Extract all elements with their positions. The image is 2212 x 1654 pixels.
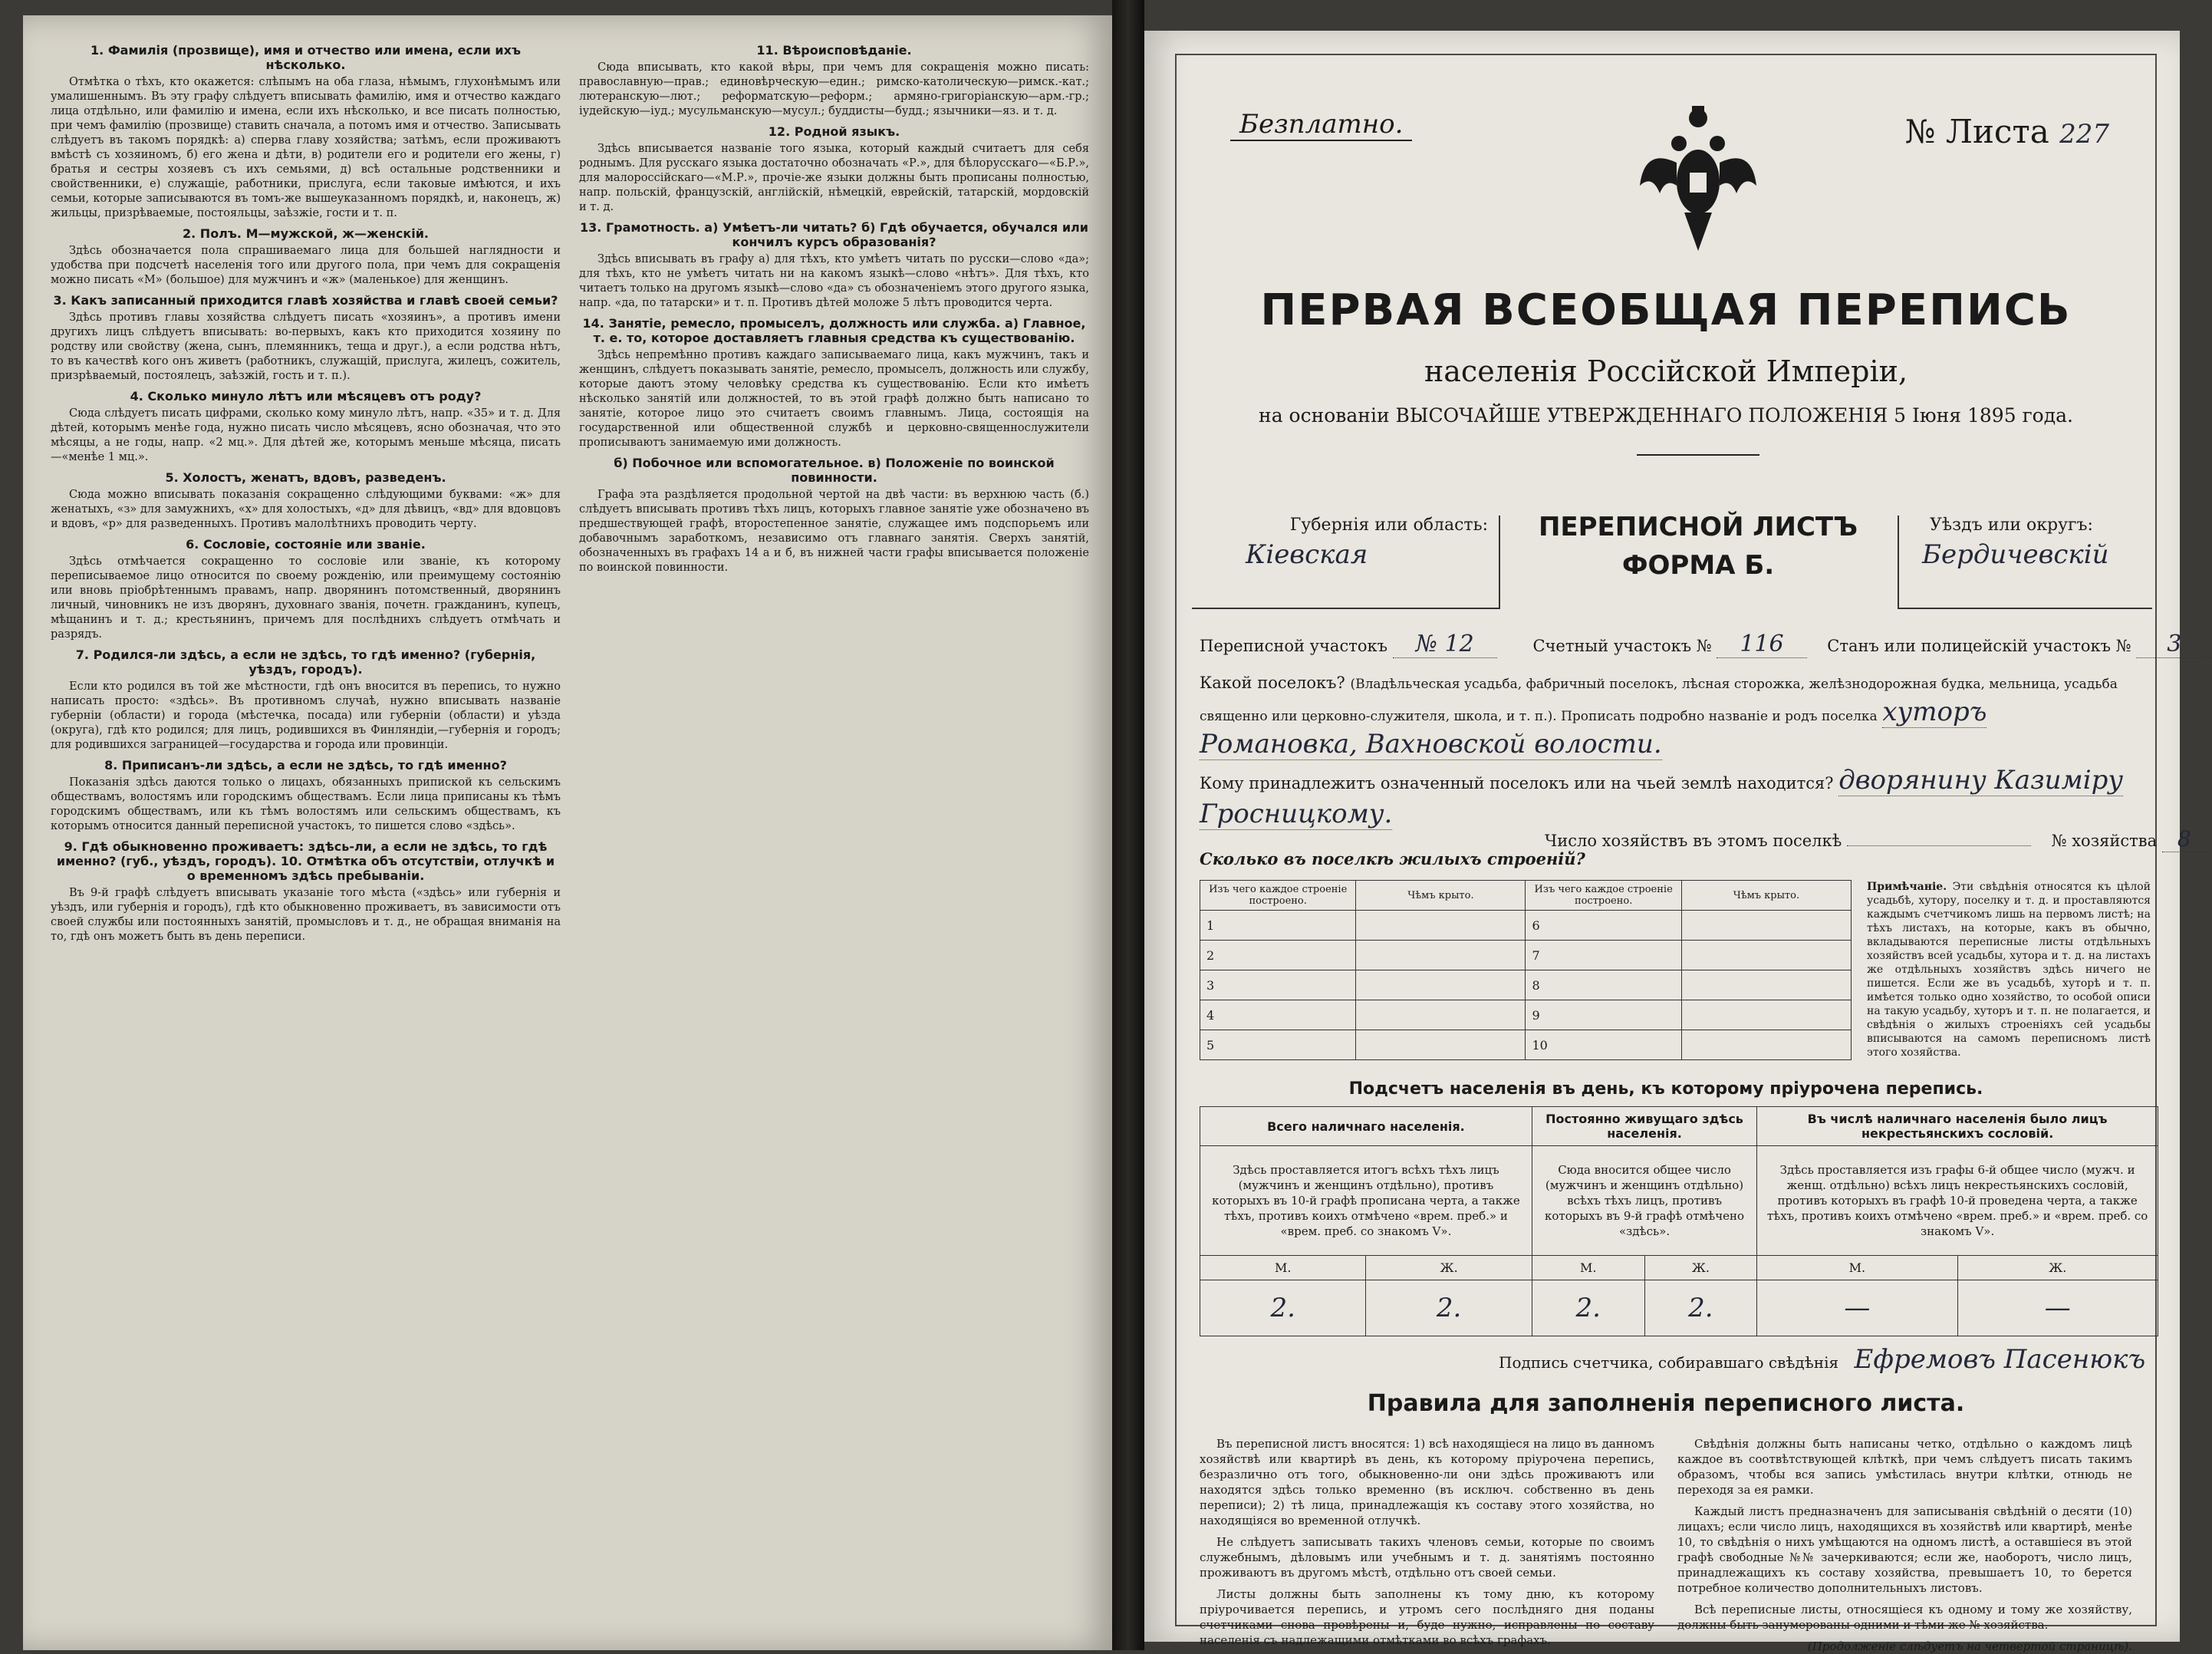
buildings-cell: 10 xyxy=(1526,1030,1681,1060)
buildings-cell: 6 xyxy=(1526,911,1681,941)
instruction-text: Въ 9-й графѣ слѣдуетъ вписывать указаніе того мѣста («здѣсь» или губернія и уѣздъ, или губернія и городъ), гдѣ кто обыкновенно проживаетъ, въ зависимости отъ своей службы или постоянныхъ занятій, промысловъ и т. д., не обращая вниманія на то, гдѣ онъ можетъ быть въ день переписи. xyxy=(51,887,561,943)
rules-paragraph: Каждый листъ предназначенъ для записыванія свѣдѣній о десяти (10) лицахъ; если число лицъ, находящихся въ хозяйствѣ или квартирѣ, менѣе 10, то свѣдѣнія о нихъ умѣщаются на одномъ листѣ, а оставшіеся въ этой графѣ свободные №№ зачеркиваются; если же, наоборотъ, число лицъ, принадлежащихъ къ составу хозяйства, превышаетъ 10, то берется потребное количество дополнительныхъ листовъ. xyxy=(1677,1504,2132,1595)
buildings-table xyxy=(1200,880,1852,1060)
rules-column-right xyxy=(1677,1436,2132,1653)
gubernia-field xyxy=(1192,516,1500,609)
instruction-section xyxy=(579,220,1089,311)
instruction-heading: 5. Холостъ, женатъ, вдовъ, разведенъ. xyxy=(165,470,446,485)
instruction-text: Если кто родился въ той же мѣстности, гдѣ онъ вносится въ перепись, то нужно написать просто: «здѣсь». Въ противномъ случаѣ, нужно вписывать названіе губерніи (области) и города (мѣстечка, посада) или губерніи (области) и уѣзда (округа), гдѣ кто родился; для лицъ, родившихся въ Финляндіи,—губернія и городъ; для родившихся заграницей—государства и города или провинціи. xyxy=(51,680,561,751)
right-page-census-form xyxy=(1144,31,2191,1653)
form-title-line-1: ПЕРЕПИСНОЙ ЛИСТЪ xyxy=(1538,512,1858,542)
buildings-row xyxy=(1200,911,1852,941)
form-frame xyxy=(1175,54,2191,1653)
count-col-zh: Ж. xyxy=(1644,1256,1757,1280)
instruction-section xyxy=(51,389,561,465)
settlement-label: Какой поселокъ? xyxy=(1200,674,1345,692)
signature-row xyxy=(1499,1344,2145,1375)
population-count-table xyxy=(1200,1106,2158,1336)
count-value: — xyxy=(1957,1280,2158,1336)
count-header-permanent: Постоянно живущаго здѣсь населенія. xyxy=(1532,1107,1756,1146)
buildings-cell: 8 xyxy=(1526,970,1681,1000)
count-value: — xyxy=(1757,1280,1957,1336)
count-value: 2. xyxy=(1200,1280,1366,1336)
buildings-label: Сколько въ поселкѣ жилыхъ строеній? xyxy=(1200,849,1585,868)
count-desc-permanent: Сюда вносится общее число (мужчинъ и женщинъ отдѣльно) всѣхъ тѣхъ лицъ, противъ которыхъ въ 9-й графѣ отмѣчено «здѣсь». xyxy=(1532,1146,1756,1256)
instruction-column-2 xyxy=(579,38,1089,1635)
instruction-section xyxy=(51,470,561,532)
free-of-charge-label: Безплатно. xyxy=(1230,109,1412,141)
buildings-cell: 9 xyxy=(1526,1000,1681,1030)
instruction-text: Отмѣтка о тѣхъ, кто окажется: слѣпымъ на оба глаза, нѣмымъ, глухонѣмымъ или умалишеннымъ. Въ эту графу слѣдуетъ вписывать фамилію, имя и отчество каждаго лица отдѣльно, или фамилію и имена, если ихъ нѣсколько, и все писать полностью, при чемъ фамилію (прозвище) ставить сначала, а потомъ имя и отчество. Записывать слѣдуетъ въ такомъ порядкѣ: а) сперва главу хозяйства; затѣмъ, если проживаютъ вмѣстѣ съ хозяиномъ, б) его жена и дѣти, в) родители его и родители его жены, г) братья и сестры хозяевъ съ ихъ семьями, д) всѣ остальные родственники и свойственники, е) служащіе, работники, прислуга, если таковые имѣются, и ихъ семьи, которые записываются въ томъ-же вышеуказанномъ порядкѣ, и, наконецъ, ж) жильцы, призрѣваемые, постояльцы, заѣзжіе, гости и т. п. xyxy=(51,76,561,219)
instruction-section xyxy=(579,124,1089,215)
gubernia-label: Губернія или область: xyxy=(1289,516,1488,535)
instruction-heading: 2. Полъ. М—мужской, ж—женскій. xyxy=(183,226,429,241)
instruction-section xyxy=(579,43,1089,119)
rules-body xyxy=(1200,1436,2132,1653)
buildings-cell: 7 xyxy=(1526,941,1681,970)
instruction-heading: 8. Приписанъ-ли здѣсь, а если не здѣсь, то гдѣ именно? xyxy=(104,758,507,773)
census-district-value: № 12 xyxy=(1393,631,1497,658)
buildings-cell xyxy=(1356,1000,1526,1030)
uezd-value: Бердичевскій xyxy=(1922,539,2109,570)
sheet-number-label: № Листа xyxy=(1904,113,2049,150)
instruction-heading: 11. Вѣроисповѣданіе. xyxy=(756,43,912,58)
count-col-m: М. xyxy=(1200,1256,1366,1280)
buildings-cell xyxy=(1681,941,1851,970)
buildings-cell xyxy=(1681,1000,1851,1030)
households-row xyxy=(1200,826,2191,852)
population-count-title: Подсчетъ населенія въ день, къ которому пріурочена перепись. xyxy=(1348,1079,1983,1099)
household-no-value: 8 xyxy=(2162,826,2207,852)
count-value: 2. xyxy=(1644,1280,1757,1336)
instruction-section xyxy=(51,647,561,753)
households-blank xyxy=(1847,845,2031,846)
instruction-heading: 6. Сословіе, состояніе или званіе. xyxy=(186,537,426,552)
signature-value: Ефремовъ Пасенюкъ xyxy=(1854,1344,2146,1375)
instruction-heading: 7. Родился-ли здѣсь, а если не здѣсь, то гдѣ именно? (губернія, уѣздъ, городъ). xyxy=(75,647,536,677)
buildings-row xyxy=(1200,1000,1852,1030)
count-desc-total: Здѣсь проставляется итогъ всѣхъ тѣхъ лицъ (мужчинъ и женщинъ отдѣльно), противъ которыхъ въ 10-й графѣ прописана черта, а также тѣхъ, противъ коихъ отмѣчено «врем. преб.» и «врем. преб. со знакомъ V». xyxy=(1200,1146,1532,1256)
instruction-heading: 4. Сколько минуло лѣтъ или мѣсяцевъ отъ роду? xyxy=(130,389,482,404)
census-title: ПЕРВАЯ ВСЕОБЩАЯ ПЕРЕПИСЬ xyxy=(1260,285,2072,335)
owner-row xyxy=(1200,765,2132,832)
buildings-cell xyxy=(1356,941,1526,970)
count-district-value: 116 xyxy=(1717,631,1806,658)
buildings-row xyxy=(1200,1030,1852,1060)
rules-paragraph: Свѣдѣнія должны быть написаны четко, отдѣльно о каждомъ лицѣ каждое въ соотвѣтствующей клѣткѣ, при чемъ слѣдуетъ писать такимъ образомъ, чтобы вся запись умѣстилась внутри клѣтки, отнюдь не переходя за ея рамки. xyxy=(1677,1437,2132,1497)
rules-paragraph: Не слѣдуетъ записывать такихъ членовъ семьи, которые по своимъ служебнымъ, дѣловымъ или учебнымъ и т. д. занятіямъ постоянно проживаютъ въ другомъ мѣстѣ, отдѣльно отъ своей семьи. xyxy=(1200,1535,1654,1580)
owner-label: Кому принадлежитъ означенный поселокъ или на чьей землѣ находится? xyxy=(1200,774,1834,792)
buildings-cell xyxy=(1356,970,1526,1000)
buildings-cell: 3 xyxy=(1200,970,1356,1000)
buildings-row xyxy=(1200,941,1852,970)
instruction-section xyxy=(51,293,561,384)
count-value: 2. xyxy=(1366,1280,1532,1336)
rules-paragraph: Всѣ переписные листы, относящіеся къ одному и тому же хозяйству, должны быть занумерованы одними и тѣми же № хозяйства. xyxy=(1677,1603,2132,1632)
instruction-heading: 14. Занятіе, ремесло, промыселъ, должность или служба. а) Главное, т. е. то, которое доставляетъ главныя средства къ существованію. xyxy=(582,316,1086,345)
buildings-cell xyxy=(1356,911,1526,941)
count-col-m: М. xyxy=(1757,1256,1957,1280)
count-desc-nonpeasant: Здѣсь проставляется изъ графы 6-й общее число (мужч. и женщ. отдѣльно) всѣхъ лицъ некрестьянскихъ сословій, противъ которыхъ въ графѣ 10-й проведена черта, а также тѣхъ, противъ коихъ отмѣчено «врем. преб.» и «врем. преб. со знакомъ V». xyxy=(1757,1146,2158,1256)
count-header-nonpeasant: Въ числѣ наличнаго населенія было лицъ некрестьянскихъ сословій. xyxy=(1757,1107,2158,1146)
buildings-note xyxy=(1867,880,2151,1059)
gubernia-value: Кіевская xyxy=(1246,539,1368,570)
count-district-label: Счетный участокъ № xyxy=(1532,637,1712,655)
instruction-heading: 12. Родной языкъ. xyxy=(768,124,900,139)
instruction-heading: 13. Грамотность. а) Умѣетъ-ли читать? б) Гдѣ обучается, обучался или кончилъ курсъ образованія? xyxy=(580,220,1088,249)
buildings-col-material: Изъ чего каждое строеніе построено. xyxy=(1200,881,1356,911)
rules-title: Правила для заполненія переписного листа. xyxy=(1367,1390,1965,1417)
count-col-m: М. xyxy=(1532,1256,1644,1280)
uezd-label: Уѣздъ или округъ: xyxy=(1930,516,2093,535)
instruction-section xyxy=(51,839,561,944)
count-col-zh: Ж. xyxy=(1957,1256,2158,1280)
buildings-cell: 4 xyxy=(1200,1000,1356,1030)
buildings-cell: 5 xyxy=(1200,1030,1356,1060)
form-title xyxy=(1514,508,1882,585)
instruction-text: Графа эта раздѣляется продольной чертой на двѣ части: въ верхнюю часть (б.) слѣдуетъ вписывать противъ тѣхъ лицъ, которыхъ главное занятіе уже обозначено въ предшествующей графѣ, второстепенное занятіе, служащее имъ подспорьемъ или добавочнымъ заработкомъ, независимо отъ главнаго занятія. Сверхъ занятій, обозначенныхъ въ графахъ 14 а и б, въ нижней части графы вписывается положеніе по воинской повинности. xyxy=(579,489,1089,574)
rules-right-paragraphs xyxy=(1677,1436,2132,1633)
instruction-text: Здѣсь обозначается пола спрашиваемаго лица для большей наглядности и удобства при подсчетѣ населенія того или другого пола, при чемъ для сокращенія можно писать «М» (большое) для мужчинъ и «ж» (маленькое) для женщинъ. xyxy=(51,245,561,286)
left-page-instructions xyxy=(23,15,1112,1650)
buildings-col-roof: Чѣмъ крыто. xyxy=(1356,881,1526,911)
instruction-text: Здѣсь вписывается названіе того языка, который каждый считаетъ для себя роднымъ. Для русскаго языка достаточно обозначать «Р.», для бѣлорусскаго—«Б.Р.», для малороссійскаго—«М.Р.», прочіе-же языки должны быть прописаны полностью, напр. польскій, французскій, англійскій, нѣмецкій, еврейскій, татарскій, мордовскій и т. д. xyxy=(579,143,1089,213)
count-header-total: Всего наличнаго населенія. xyxy=(1200,1107,1532,1146)
uezd-field xyxy=(1898,516,2152,609)
instruction-text: Сюда вписывать, кто какой вѣры, при чемъ для сокращенія можно писать: православную—прав.; единовѣрческую—един.; римско-католическую—римск.-кат.; лютеранскую—лют.; реформатскую—реформ.; армяно-григоріанскую—арм.-гр.; іудейскую—іуд.; мусульманскую—мусул.; буддисты—будд.; язычники—яз. и т. д. xyxy=(579,61,1089,117)
buildings-cell xyxy=(1681,1030,1851,1060)
census-subtitle: населенія Россійской Имперіи, xyxy=(1424,354,1908,388)
settlement-hint: (Владѣльческая усадьба, фабричный поселокъ, лѣсная сторожка, желѣзнодорожная будка, мельница, усадьба священно или церковно-служителя, школа, и т. п.). Прописать подробно названіе и родъ поселка xyxy=(1200,677,2118,724)
instruction-text: Сюда слѣдуетъ писать цифрами, сколько кому минуло лѣтъ, напр. «35» и т. д. Для дѣтей, которымъ менѣе года, нужно писать число мѣсяцевъ, ясно обозначая, что это мѣсяцы, а не годы, напр. «2 мц.». Для дѣтей же, которымъ меньше мѣсяца, писать—«менѣе 1 мц.». xyxy=(51,407,561,463)
stan-value: 3 xyxy=(2136,631,2212,658)
note-text: Эти свѣдѣнія относятся къ цѣлой усадьбѣ, хутору, поселку и т. д. и проставляются каждымъ счетчикомъ лишь на первомъ листѣ; на тѣхъ листахъ, на которые, какъ въ обычно, вкладываются переписные листы отдѣльныхъ хозяйствъ всей усадьбы, хутора и т. д. на листахъ же отдѣльныхъ хозяйствъ здѣсь ничего не пишется. Если же въ усадьбѣ, хуторѣ и т. п. имѣется только одно хозяйство, то особой описи на такую усадьбу, хуторъ и т. п. не полагается, и свѣдѣнія о жилыхъ строеніяхъ сей усадьбы вписываются на самомъ переписномъ листѣ этого хозяйства. xyxy=(1867,881,2151,1059)
signature-label: Подпись счетчика, собиравшаго свѣдѣнія xyxy=(1499,1353,1839,1372)
instruction-section xyxy=(51,537,561,642)
form-title-line-2: ФОРМА Б. xyxy=(1621,550,1775,581)
households-label: Число хозяйствъ въ этомъ поселкѣ xyxy=(1545,832,1842,850)
instruction-section xyxy=(51,758,561,834)
buildings-cell xyxy=(1681,970,1851,1000)
buildings-col-roof-2: Чѣмъ крыто. xyxy=(1681,881,1851,911)
instruction-text: Здѣсь отмѣчается сокращенно то сословіе или званіе, къ которому переписываемое лицо относится по своему рожденію, или преимущему состоянію или вновь пріобрѣтеннымъ правамъ, напр. дворянинъ потомственный, дворянинъ личный, чиновникъ не изъ дворянъ, духовнаго званія, почетн. гражданинъ, купецъ, мѣщанинъ и т. д.; крестьянинъ, причемъ для послѣднихъ слѣдуетъ отмѣчать и разрядъ. xyxy=(51,555,561,641)
buildings-col-material-2: Изъ чего каждое строеніе построено. xyxy=(1526,881,1681,911)
sheet-number xyxy=(1905,113,2109,150)
instruction-section xyxy=(579,316,1089,450)
buildings-cell xyxy=(1681,911,1851,941)
instruction-heading: 3. Какъ записанный приходится главѣ хозяйства и главѣ своей семьи? xyxy=(53,293,558,308)
rules-paragraph: Листы должны быть заполнены къ тому дню, къ которому пріурочивается перепись, и утромъ сего послѣдняго дня поданы счетчиками снова провѣрены и, буде нужно, исправлены по составу населенія съ надлежащими отмѣтками во всѣхъ графахъ. xyxy=(1200,1587,1654,1647)
buildings-row xyxy=(1200,970,1852,1000)
settlement-row xyxy=(1200,669,2132,761)
divider xyxy=(1637,454,1759,456)
imperial-eagle-emblem-icon xyxy=(1637,101,1759,255)
buildings-cell xyxy=(1356,1030,1526,1060)
instruction-text: Здѣсь непремѣнно противъ каждаго записываемаго лица, какъ мужчинъ, такъ и женщинъ, слѣдуетъ показывать занятіе, ремесло, промыселъ, должность или службу, которые даютъ этому человѣку средства къ существованію. Если кто имѣетъ нѣсколько занятій или должностей, то въ этой графѣ должно быть написано то занятіе, которое лицо это считаетъ своимъ главнымъ. Лица, состоящія на государственной или общественной службѣ и церковно-священнослужители прописываютъ занимаемую ими должность. xyxy=(579,349,1089,449)
settlement-value: хуторъ Романовка, Вахновской волости. xyxy=(1200,697,1987,759)
instruction-text: Здѣсь вписывать въ графу а) для тѣхъ, кто умѣетъ читать по русски—слово «да»; для тѣхъ, кто не умѣетъ читать ни на какомъ языкѣ—слово «нѣтъ». Для тѣхъ, кто читаетъ только на другомъ языкѣ—слово «да» съ обозначеніемъ этого другого языка, напр. «да, по татарски» и т. п. Противъ дѣтей моложе 5 лѣтъ проводится черта. xyxy=(579,253,1089,309)
instruction-columns xyxy=(51,38,1089,1635)
instruction-text: Показанія здѣсь даются только о лицахъ, обязанныхъ припиской къ сельскимъ обществамъ, волостямъ или городскимъ обществамъ. Если лица приписаны къ тѣмъ городскимъ обществамъ, или къ тѣмъ волостямъ или сельскимъ обществамъ, къ которымъ относится данный переписной участокъ, то пишется слово «здѣсь». xyxy=(51,776,561,832)
instruction-section xyxy=(579,456,1089,575)
buildings-table-body xyxy=(1200,911,1852,1060)
census-district-label: Переписной участокъ xyxy=(1200,637,1387,655)
instruction-column-1 xyxy=(51,38,561,1635)
count-col-zh: Ж. xyxy=(1366,1256,1532,1280)
instruction-section xyxy=(51,43,561,221)
buildings-cell: 2 xyxy=(1200,941,1356,970)
instruction-heading: 9. Гдѣ обыкновенно проживаетъ: здѣсь-ли, а если не здѣсь, то гдѣ именно? (губ., уѣздъ, городъ). 10. Отмѣтка объ отсутствіи, отлучкѣ и о временномъ здѣсь пребываніи. xyxy=(56,839,555,883)
sheet-number-value: 227 xyxy=(2059,119,2109,150)
rules-continued-note: (Продолженіе слѣдуетъ на четвертой страницѣ). xyxy=(1807,1639,2132,1653)
household-no-label: № хозяйства xyxy=(2051,832,2158,850)
census-legal-basis: на основаніи ВЫСОЧАЙШЕ УТВЕРЖДЕННАГО ПОЛОЖЕНІЯ 5 Іюня 1895 года. xyxy=(1259,404,2073,427)
instruction-heading: б) Побочное или вспомогательное. в) Положеніе по воинской повинности. xyxy=(614,456,1055,485)
book-gutter xyxy=(1112,0,1144,1650)
rules-paragraph: Въ переписной листъ вносятся: 1) всѣ находящіеся на лицо въ данномъ хозяйствѣ или квартирѣ въ день, къ которому пріурочена перепись, безразлично отъ того, обыкновенно-ли они здѣсь проживаютъ или находятся здѣсь только временно (въ исключ. собственно въ день переписи); 2) тѣ лица, принадлежащія къ составу этого хозяйства, но находящіяся во временной отлучкѣ. xyxy=(1200,1437,1654,1527)
instruction-text: Сюда можно вписывать показанія сокращенно слѣдующими буквами: «ж» для женатыхъ, «з» для замужнихъ, «х» для холостыхъ, «д» для дѣвицъ, «вд» для вдовцовъ и вдовъ, «р» для разведенныхъ. Противъ малолѣтнихъ проводить черту. xyxy=(51,489,561,530)
rules-column-left xyxy=(1200,1436,1654,1647)
count-value: 2. xyxy=(1532,1280,1644,1336)
buildings-cell: 1 xyxy=(1200,911,1356,941)
instruction-section xyxy=(51,226,561,288)
note-title: Примѣчаніе. xyxy=(1867,881,1947,893)
instruction-text: Здѣсь противъ главы хозяйства слѣдуетъ писать «хозяинъ», а противъ имени другихъ лицъ слѣдуетъ вписывать: во-первыхъ, какъ кто приходится хозяину по родству или свойству (жена, сынъ, племянникъ, теща и друг.), а если родства нѣтъ, то въ качествѣ кого онъ живетъ (работникъ, служащій, прислуга, жилецъ, сожитель, призрѣваемый, постоялецъ, заѣзжій, гость и т. п.). xyxy=(51,311,561,382)
district-row xyxy=(1200,631,2182,657)
owner-value: дворянину Казиміру Гросницкому. xyxy=(1200,765,2124,829)
stan-label: Станъ или полицейскій участокъ № xyxy=(1827,637,2131,655)
instruction-heading: 1. Фамилія (прозвище), имя и отчество или имена, если ихъ нѣсколько. xyxy=(91,43,521,72)
